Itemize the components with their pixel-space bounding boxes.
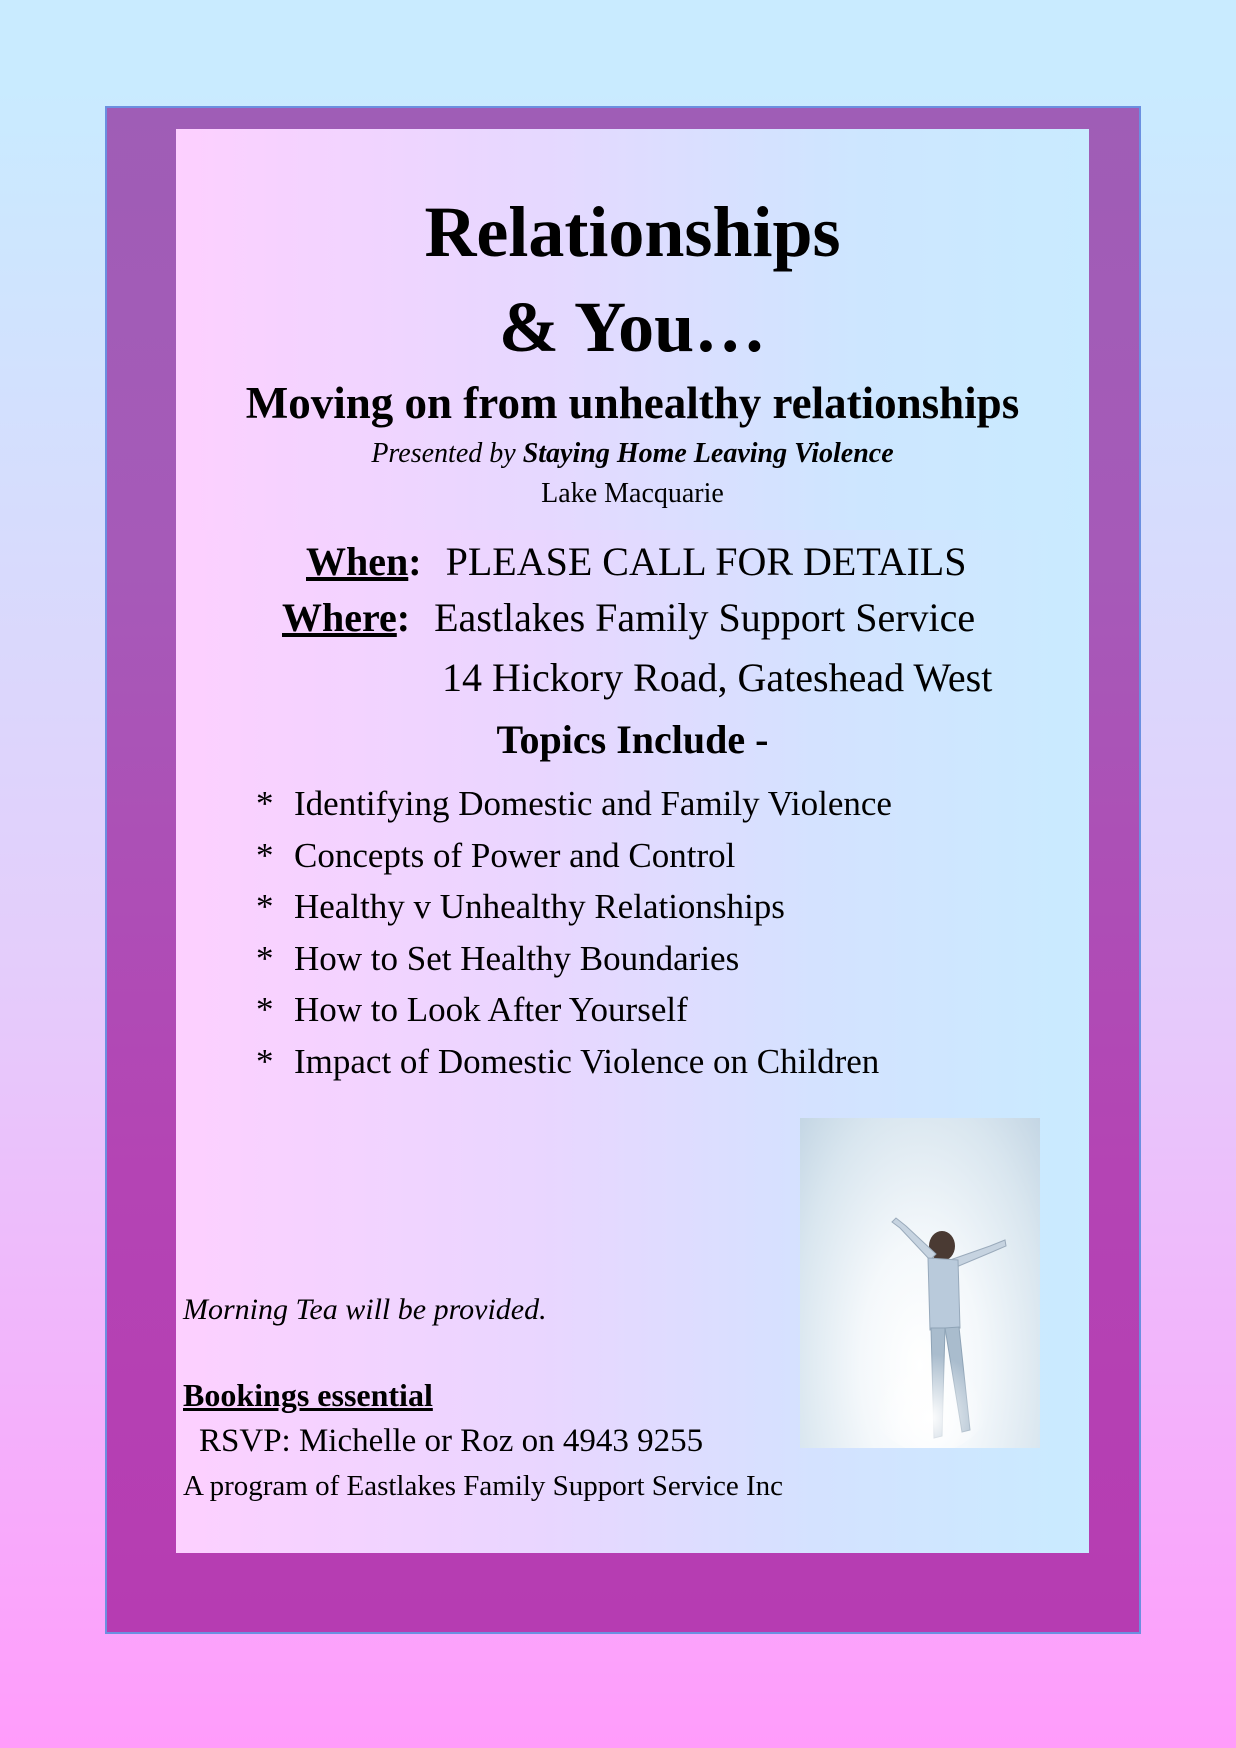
topic-item — [256, 838, 735, 873]
title-line-1: Relationships — [424, 192, 841, 272]
topic-item — [256, 889, 785, 924]
title-line-2: & You… — [498, 287, 767, 367]
woman-arms-raised-photo — [800, 1118, 1040, 1448]
topic-text: Healthy v Unhealthy Relationships — [294, 887, 785, 926]
when-value: PLEASE CALL FOR DETAILS — [445, 539, 967, 584]
program-credit: A program of Eastlakes Family Support Service Inc — [183, 1470, 784, 1502]
topic-text: Concepts of Power and Control — [294, 836, 736, 875]
topic-text: Identifying Domestic and Family Violence — [294, 784, 892, 823]
morning-tea-note: Morning Tea will be provided. — [183, 1293, 547, 1326]
topic-text: How to Look After Yourself — [294, 990, 688, 1029]
topic-item — [256, 1044, 879, 1079]
where-line-1: Eastlakes Family Support Service — [434, 595, 976, 640]
topic-item — [256, 992, 688, 1027]
where-line-2: 14 Hickory Road, Gateshead West — [442, 655, 993, 700]
when-row: When: PLEASE CALL FOR DETAILS — [306, 539, 967, 584]
presenter-name: Staying Home Leaving Violence — [522, 438, 894, 469]
topic-item — [256, 941, 739, 976]
presented-by — [176, 440, 1089, 468]
bookings-heading: Bookings essential — [183, 1377, 433, 1413]
bullet: * — [256, 990, 274, 1029]
topic-text: Impact of Domestic Violence on Children — [294, 1042, 880, 1081]
bullet: * — [256, 1042, 274, 1081]
rsvp-contact: RSVP: Michelle or Roz on 4943 9255 — [199, 1423, 704, 1459]
topic-item — [256, 786, 892, 821]
topic-text: How to Set Healthy Boundaries — [294, 939, 740, 978]
where-label: Where — [282, 595, 397, 640]
location-area: Lake Macquarie — [541, 478, 724, 509]
topics-heading: Topics Include - — [496, 717, 769, 762]
presented-prefix: Presented by — [371, 438, 516, 469]
woman-silhouette-icon — [800, 1118, 1040, 1448]
bullet: * — [256, 939, 274, 978]
when-label: When — [306, 539, 409, 584]
bullet: * — [256, 784, 274, 823]
bullet: * — [256, 887, 274, 926]
subtitle: Moving on from unhealthy relationships — [245, 378, 1020, 428]
where-row: Where: Eastlakes Family Support Service — [282, 595, 976, 640]
bullet: * — [256, 836, 274, 875]
